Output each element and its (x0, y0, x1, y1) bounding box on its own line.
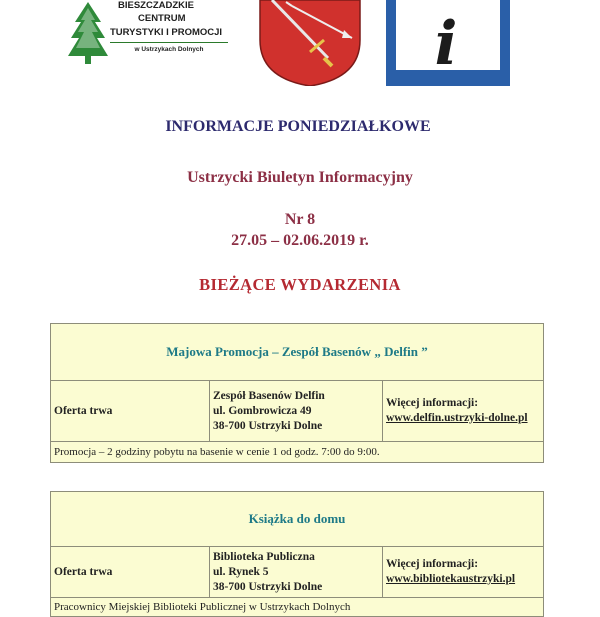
date-range: 27.05 – 02.06.2019 r. (231, 232, 369, 249)
logo-text-line-3: TURYSTYKI I PROMOCJI (110, 27, 223, 38)
bcztip-logo (66, 0, 226, 66)
bulletin-subtitle: Ustrzycki Biuletyn Informacyjny (187, 169, 413, 186)
more-info-cell (383, 381, 544, 442)
event-title: Książka do domu (51, 492, 544, 547)
event-table-1 (50, 323, 544, 463)
svg-text:i: i (434, 9, 458, 79)
coat-of-arms-icon (258, 0, 362, 86)
address-line-1: Biblioteka Publiczna (213, 550, 315, 563)
section-title: BIEŻĄCE WYDARZENIA (199, 275, 401, 294)
information-i-icon (386, 0, 510, 86)
address-line-3: 38-700 Ustrzyki Dolne (213, 580, 323, 593)
logo-text-line-4: w Ustrzykach Dolnych (110, 42, 228, 55)
offer-label: Oferta trwa (51, 381, 210, 442)
address-line-2: ul. Rynek 5 (213, 565, 269, 578)
logo-text-line-2: CENTRUM (138, 13, 186, 24)
more-info-link[interactable]: www.bibliotekaustrzyki.pl (386, 573, 516, 585)
address-line-3: 38-700 Ustrzyki Dolne (213, 419, 323, 432)
address-line-2: ul. Gombrowicza 49 (213, 404, 312, 417)
event-table-2 (50, 491, 544, 617)
event-address (210, 381, 383, 442)
more-info-label: Więcej informacji: (386, 397, 479, 409)
pine-trees-icon (66, 0, 110, 66)
address-line-1: Zespół Basenów Delfin (213, 389, 325, 402)
logo-text-line-1: BIESZCZADZKIE (118, 0, 194, 11)
event-description: Pracownicy Miejskiej Biblioteki Publicznej w Ustrzykach Dolnych (51, 598, 544, 617)
more-info-link[interactable]: www.delfin.ustrzyki-dolne.pl (386, 412, 528, 424)
event-title: Majowa Promocja – Zespół Basenów „ Delfin ” (51, 324, 544, 381)
event-description: Promocja – 2 godziny pobytu na basenie w cenie 1 od godz. 7:00 do 9:00. (51, 442, 544, 463)
event-address (210, 547, 383, 598)
page-title: INFORMACJE PONIEDZIAŁKOWE (165, 118, 431, 135)
offer-label: Oferta trwa (51, 547, 210, 598)
more-info-label: Więcej informacji: (386, 558, 479, 570)
issue-number: Nr 8 (284, 211, 316, 228)
more-info-cell (383, 547, 544, 598)
